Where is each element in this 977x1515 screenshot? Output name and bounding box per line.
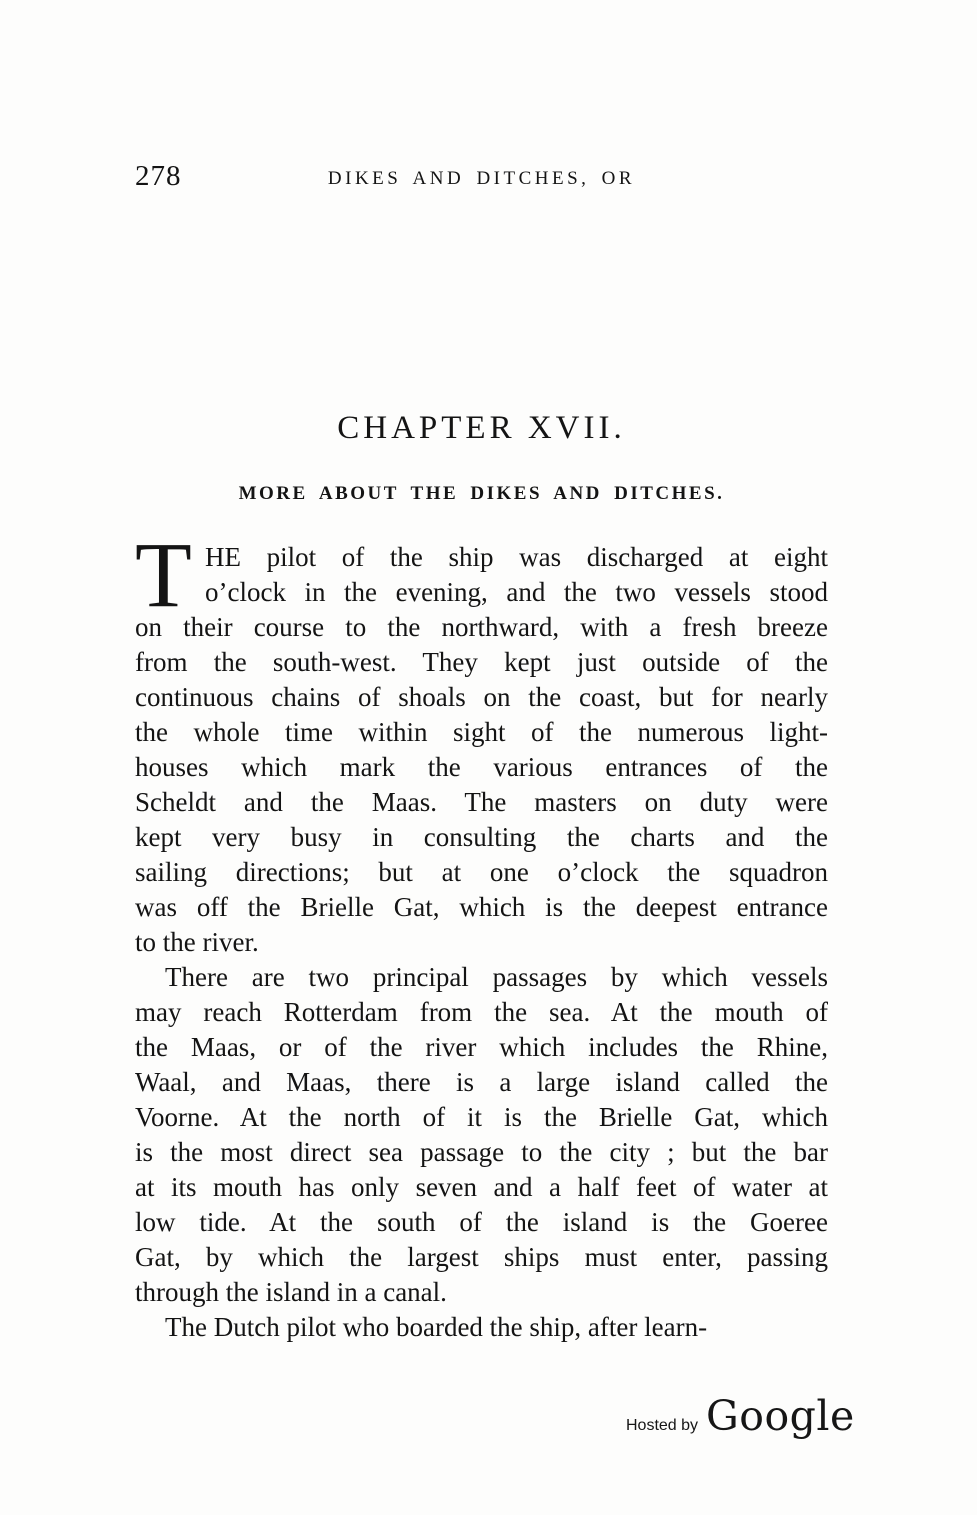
text-line: the whole time within sight of the numerous light-	[135, 717, 828, 747]
text-line: kept very busy in consulting the charts and the	[135, 822, 828, 852]
paragraph-2-lines	[135, 960, 828, 1310]
footer-branding	[626, 1392, 855, 1440]
text-line: houses which mark the various entrances of the	[135, 752, 828, 782]
text-line: on their course to the northward, with a fresh breeze	[135, 612, 828, 642]
paragraph-2	[135, 960, 828, 1310]
paragraph-3	[135, 1310, 828, 1345]
text-line: continuous chains of shoals on the coast, but for nearly	[135, 682, 828, 712]
text-line: Gat, by which the largest ships must enter, passing	[135, 1242, 828, 1272]
text-line: Waal, and Maas, there is a large island called the	[135, 1067, 828, 1097]
text-line: low tide. At the south of the island is the Goeree	[135, 1207, 828, 1237]
text-line: is the most direct sea passage to the city ; but the bar	[135, 1137, 828, 1167]
text-line: Voorne. At the north of it is the Brielle Gat, which	[135, 1102, 828, 1132]
text-line: o’clock in the evening, and the two vessels stood	[205, 577, 828, 607]
google-logo: Google	[706, 1392, 855, 1440]
drop-cap-letter: T	[135, 524, 192, 627]
text-line: through the island in a canal.	[135, 1277, 447, 1307]
text-line: HE pilot of the ship was discharged at eight	[205, 542, 828, 572]
text-line: sailing directions; but at one o’clock the squadron	[135, 857, 828, 887]
text-line: may reach Rotterdam from the sea. At the mouth of	[135, 997, 828, 1027]
text-line: Scheldt and the Maas. The masters on duty were	[135, 787, 828, 817]
page-number: 278	[135, 160, 182, 192]
paragraph-3-lines	[135, 1310, 828, 1345]
body-text	[135, 524, 828, 1345]
paragraph-1	[135, 524, 828, 960]
running-header-title: DIKES AND DITCHES, OR	[327, 168, 636, 189]
hosted-by-label: Hosted by	[626, 1417, 699, 1434]
text-line: from the south-west. They kept just outside of the	[135, 647, 828, 677]
text-line: There are two principal passages by which vessels	[165, 962, 828, 992]
text-line: was off the Brielle Gat, which is the deepest entrance	[135, 892, 828, 922]
chapter-title: CHAPTER XVII.	[337, 410, 626, 446]
text-line: to the river.	[135, 927, 259, 957]
paragraph-1-lines	[135, 524, 828, 960]
text-line: The Dutch pilot who boarded the ship, after learn-	[165, 1312, 708, 1342]
text-line: the Maas, or of the river which includes the Rhine,	[135, 1032, 828, 1062]
text-line: at its mouth has only seven and a half feet of water at	[135, 1172, 828, 1202]
chapter-subtitle: MORE ABOUT THE DIKES AND DITCHES.	[238, 483, 725, 504]
